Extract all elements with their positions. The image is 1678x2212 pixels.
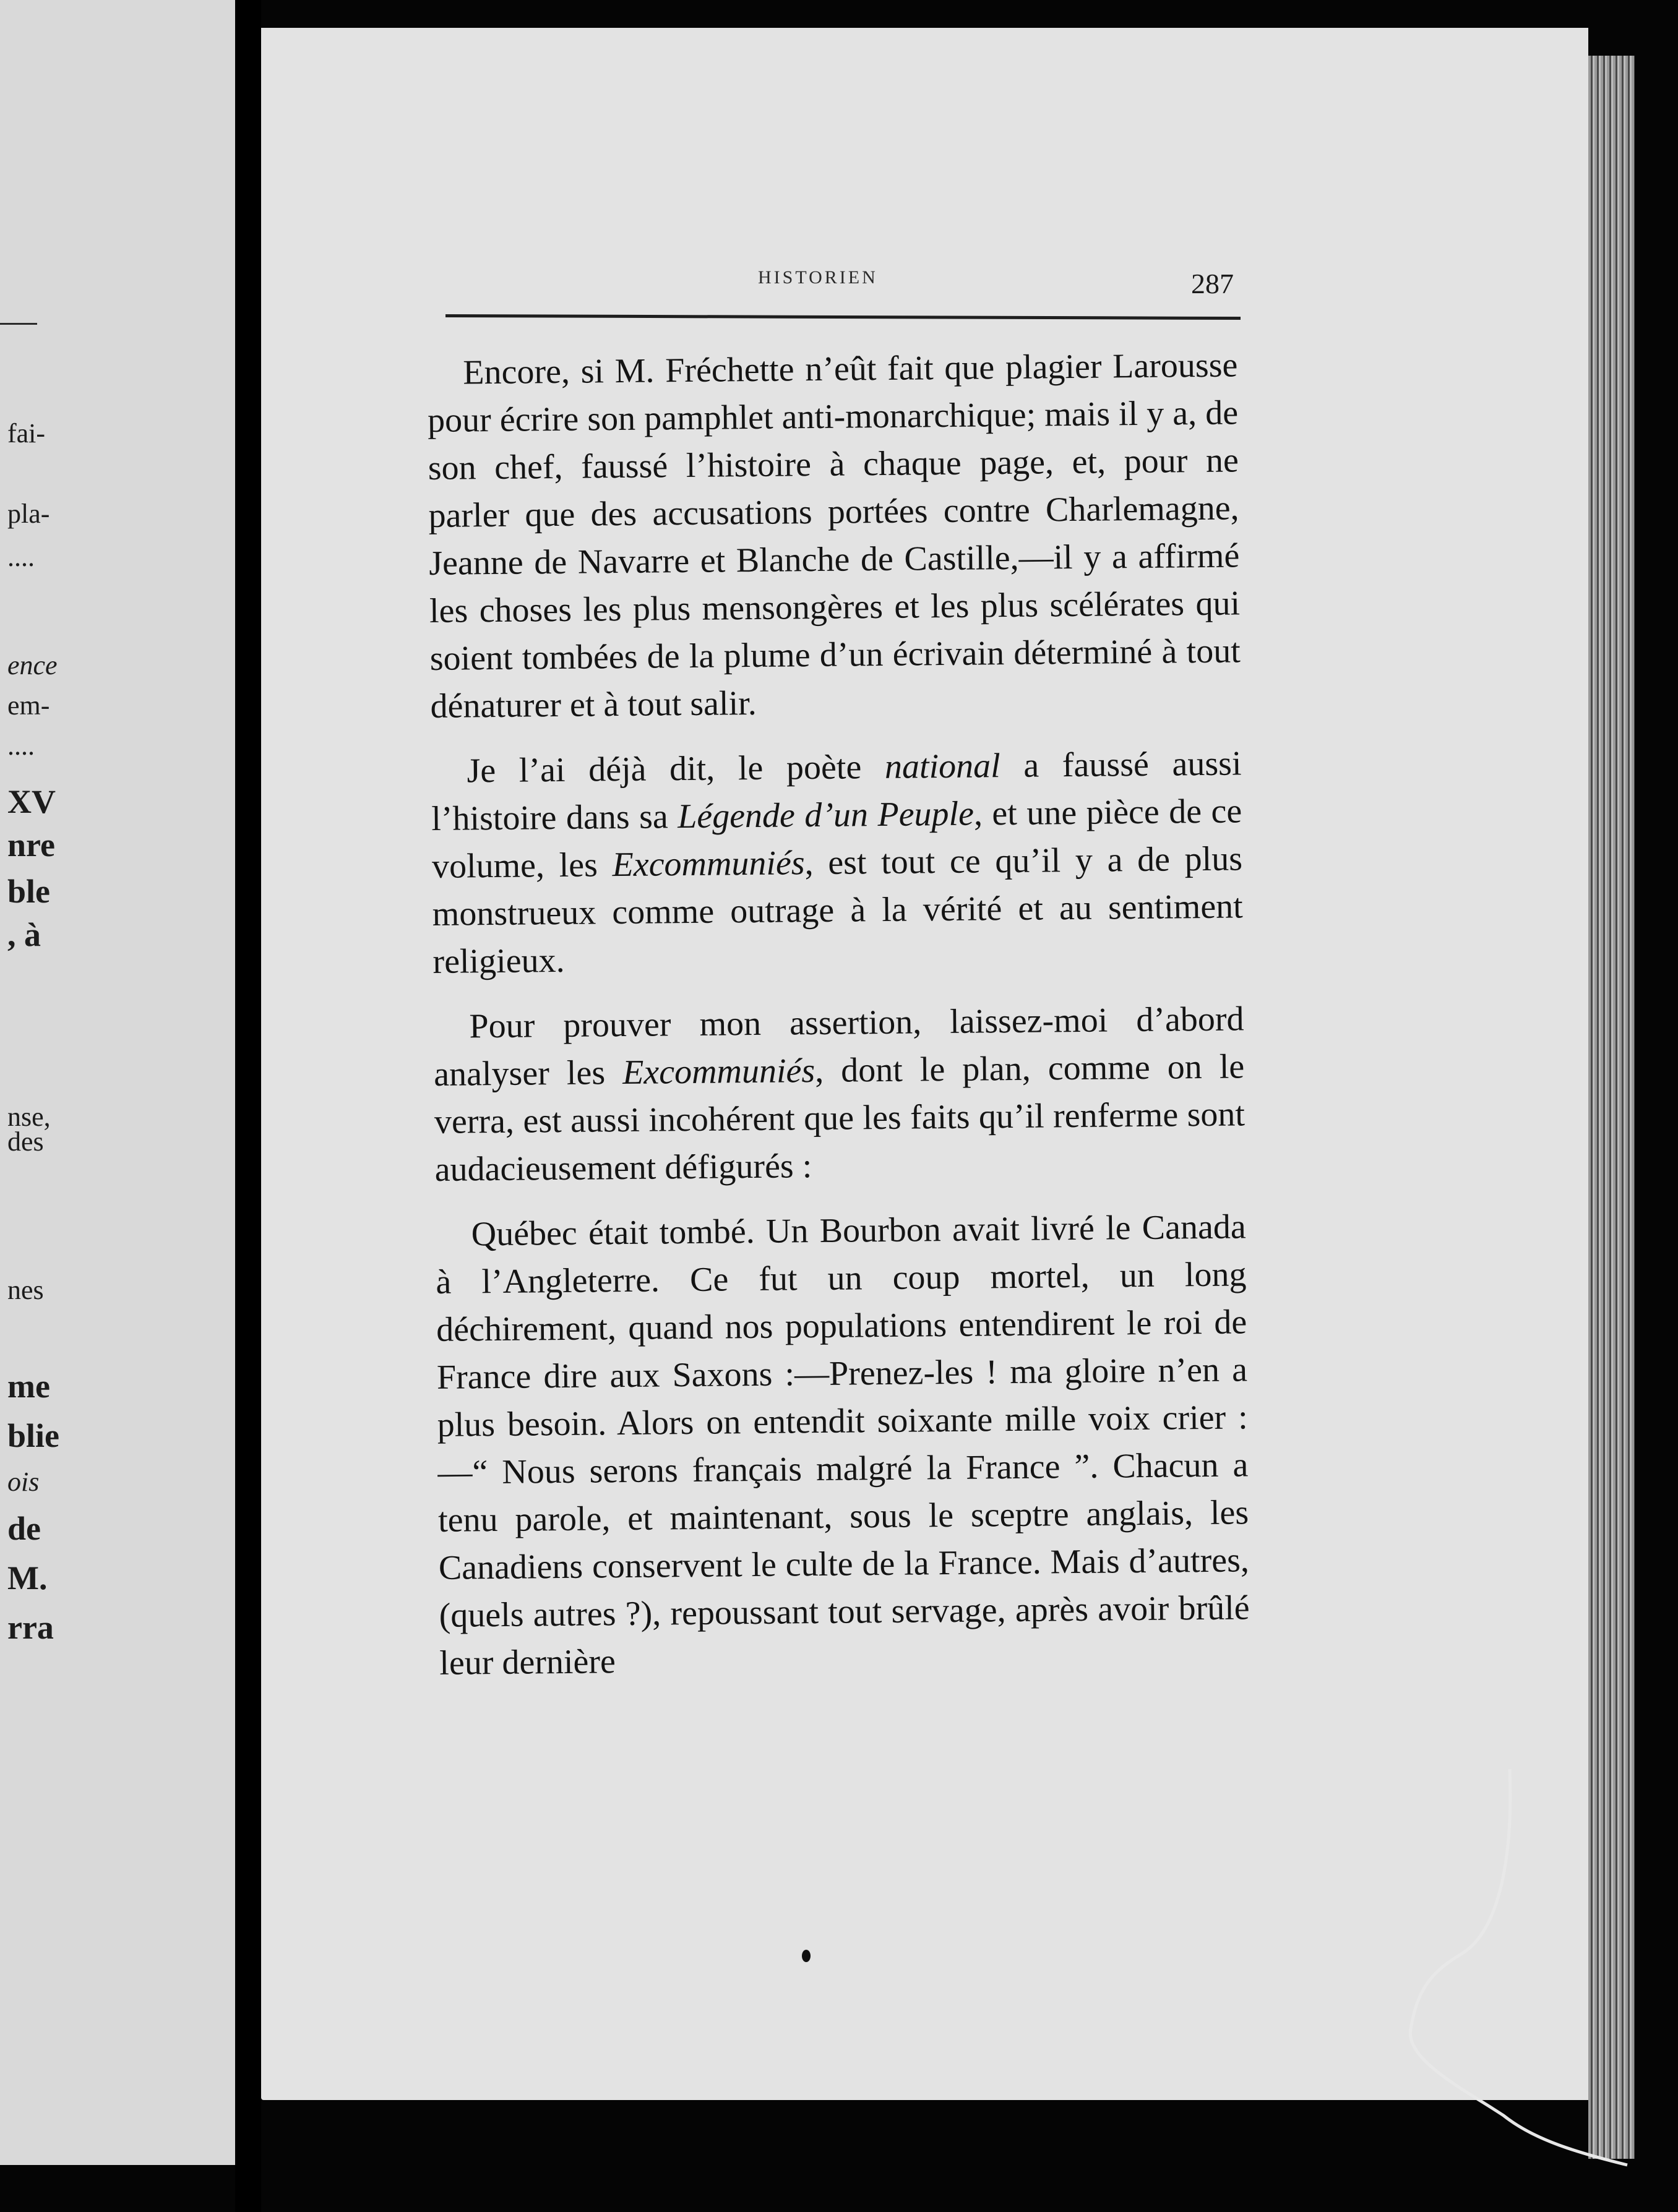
text-run: Pour prouver mon assertion, laissez-moi d’abord analyser les	[433, 1000, 1244, 1094]
ink-dot	[802, 1950, 811, 1962]
left-page-fragment: em-	[7, 690, 50, 721]
left-page-fragment: ....	[7, 542, 35, 572]
italic-title: Légende d’un Peuple	[677, 794, 975, 836]
italic-title: national	[884, 747, 1000, 786]
paragraph-2	[431, 740, 1244, 986]
left-page-fragment: des	[7, 1126, 44, 1157]
left-page-fragment: nre	[7, 826, 55, 864]
left-facing-page	[0, 0, 235, 2165]
italic-title: Excommuniés	[612, 844, 805, 885]
body-text	[427, 341, 1250, 1704]
left-page-fragment: pla-	[7, 499, 50, 529]
left-page-fragment: ence	[7, 650, 58, 680]
paragraph-3	[433, 995, 1246, 1194]
left-page-rule	[0, 323, 37, 325]
left-page-fragment: de	[7, 1510, 41, 1547]
paragraph-1	[427, 341, 1241, 731]
page-curl-line	[1392, 1769, 1640, 2171]
text-run: a faussé aussi l’histoire dans sa	[431, 744, 1242, 838]
left-page-fragment: ....	[7, 731, 35, 761]
left-page-fragment: M.	[7, 1559, 48, 1597]
italic-title: Excommuniés	[622, 1052, 815, 1092]
text-run: Je l’ai déjà dit, le poète	[467, 747, 885, 791]
left-page-fragment: blie	[7, 1417, 60, 1454]
text-run: Québec était tombé. Un Bourbon avait livré le Canada à l’Angleterre. Ce fut un coup mortel, un long déchirement, quand nos populations entendirent le roi de France dire aux Saxons :—Prenez-les ! ma gloire n’en a plus besoin. Alors on entendit soixante mille voix crier :—“ Nous serons français malgré la France ”. Chacun a tenu parole, et maintenant, sous le sceptre anglais, les Canadiens conservent le culte de la France. Mais d’autres, (quels autres ?), repoussant tout servage, après avoir brûlé leur dernière	[436, 1207, 1250, 1683]
left-page-fragment: nes	[7, 1275, 44, 1305]
text-run: , et une pièce de ce volume, les	[431, 792, 1242, 886]
running-head: HISTORIEN	[758, 267, 878, 288]
text-run: , dont le plan, comme on le verra, est aussi incohérent que les faits qu’il renferme sont audacieusement défigurés :	[434, 1047, 1246, 1189]
page-number: 287	[1191, 268, 1234, 299]
left-page-fragment: fai-	[7, 418, 46, 448]
left-page-fragment: , à	[7, 916, 41, 953]
book-gutter	[235, 0, 261, 2212]
left-page-fragment: ble	[7, 873, 51, 910]
text-run: , est tout ce qu’il y a de plus monstrueux comme outrage à la vérité et au sentiment religieux.	[432, 839, 1244, 981]
left-page-fragment: ois	[7, 1467, 40, 1497]
paragraph-4	[435, 1203, 1250, 1687]
left-page-fragment: nse,	[7, 1102, 51, 1132]
left-page-fragment: rra	[7, 1609, 54, 1646]
text-run: Encore, si M. Fréchette n’eût fait que plagier Larousse pour écrire son pamphlet anti-monarchique; mais il y a, de son chef, faussé l’histoire à chaque page, et, pour ne parler que des accusations portées contre Charlemagne, Jeanne de Navarre et Blanche de Castille,—il y a affirmé les choses les plus mensongères et les plus scélérates qui soient tombées de la plume d’un écrivain déterminé à tout dénaturer et à tout salir.	[427, 346, 1241, 726]
left-page-fragment: XV	[7, 783, 56, 820]
left-page-fragment: me	[7, 1368, 50, 1405]
